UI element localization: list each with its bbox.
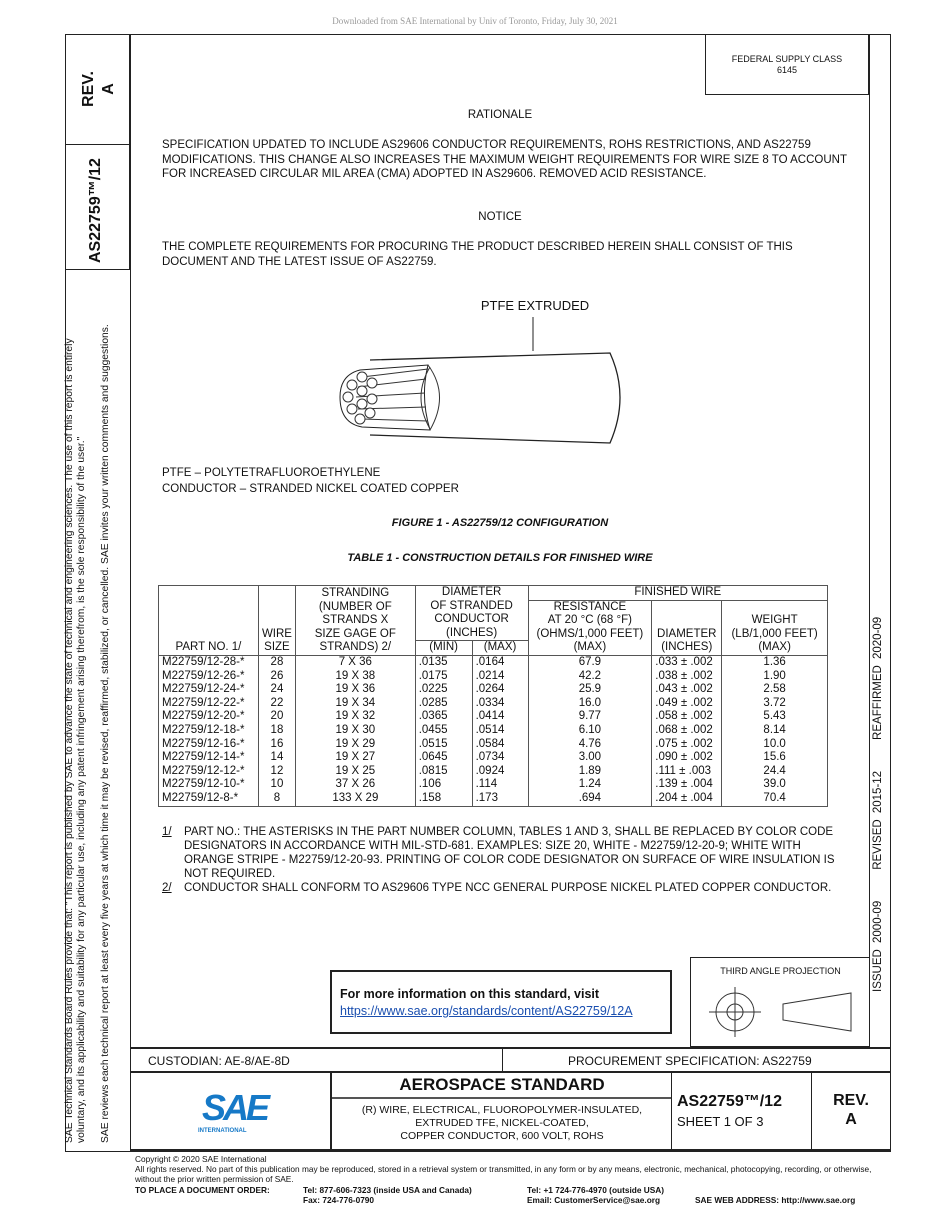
federal-supply-class: [705, 34, 869, 95]
disclaimer-line-3: SAE reviews each technical report at least every five years at which time it may be revised, reaffirmed, stabilized, or cancelled. SAE invites your written comments and suggestions.: [100, 324, 111, 1143]
table-cell: .068 ± .002: [652, 724, 722, 738]
table-row: [159, 765, 828, 779]
col-max: (MAX): [472, 641, 528, 656]
left-divider: [130, 34, 131, 1152]
col-weight: WEIGHT (LB/1,000 FEET) (MAX): [722, 600, 828, 655]
table-cell: 22: [258, 697, 295, 711]
table-cell: 19 X 38: [295, 670, 415, 684]
table-cell: .0455: [415, 724, 472, 738]
table-cell: .038 ± .002: [652, 670, 722, 684]
table-cell: 25.9: [528, 683, 652, 697]
rationale-text: SPECIFICATION UPDATED TO INCLUDE AS29606 CONDUCTOR REQUIREMENTS, ROHS RESTRICTIONS, AND AS22759 MODIFICATIONS. THIS CHANGE ALSO INCREASES THE MAXIMUM WEIGHT REQUIREMENTS FOR WIRE SIZE 8 TO ACCOUNT FOR INCREASED CIRCULAR MIL AREA (CMA) ADOPTED IN AS29606. REMOVED ACID RESISTANCE.: [162, 139, 847, 180]
table-cell: 19 X 34: [295, 697, 415, 711]
table-cell: 8: [258, 792, 295, 806]
table-cell: 24: [258, 683, 295, 697]
table-cell: M22759/12-10-*: [159, 778, 259, 792]
table-cell: 67.9: [528, 655, 652, 669]
table-cell: .0414: [472, 710, 528, 724]
table-cell: 19 X 36: [295, 683, 415, 697]
table-cell: 2.58: [722, 683, 828, 697]
note-1: 1/ PART NO.: THE ASTERISKS IN THE PART NUMBER COLUMN, TABLES 1 AND 3, SHALL BE REPLACED BY COLOR CODE DESIGNATORS IN ACCORDANCE WITH MIL-STD-681. EXAMPLES: SIZE 20, WHITE - M22759/12-20-9; WHITE WITH ORANGE STRIPE - M22759/12-20-93. PRINTING OF COLOR CODE DESIGNATOR ON SURFACE OF WIRE INSULATION IS NOT REQUIRED.: [162, 826, 835, 880]
table-row: [159, 778, 828, 792]
table-cell: .173: [472, 792, 528, 806]
table-row: [159, 697, 828, 711]
table-cell: 42.2: [528, 670, 652, 684]
table-cell: .114: [472, 778, 528, 792]
disclaimer-line-2: voluntary, and its applicability and suitability for any particular use, including any patent infringement arising therefrom, is the sole responsibility of the user.": [76, 436, 87, 1143]
table-row: [159, 655, 828, 669]
table-cell: .0584: [472, 738, 528, 752]
aerospace-standard-heading: AEROSPACE STANDARD: [332, 1075, 672, 1099]
fsc-value: 6145: [776, 65, 798, 75]
table-cell: 16.0: [528, 697, 652, 711]
document-title: (R) WIRE, ELECTRICAL, FLUOROPOLYMER-INSULATED, EXTRUDED TFE, NICKEL-COATED, COPPER CONDUCTOR, 600 VOLT, ROHS: [361, 1104, 643, 1142]
table-cell: 20: [258, 710, 295, 724]
table-cell: .0264: [472, 683, 528, 697]
table-cell: 18: [258, 724, 295, 738]
table-cell: M22759/12-26-*: [159, 670, 259, 684]
table-caption: TABLE 1 - CONSTRUCTION DETAILS FOR FINISHED WIRE: [347, 552, 653, 564]
table-cell: .0285: [415, 697, 472, 711]
table-cell: M22759/12-12-*: [159, 765, 259, 779]
table-cell: .058 ± .002: [652, 710, 722, 724]
disclaimer-text: [64, 324, 112, 1143]
table-cell: .0815: [415, 765, 472, 779]
table-cell: 19 X 32: [295, 710, 415, 724]
table-cell: .111 ± .003: [652, 765, 722, 779]
side-rev-label: REV.: [80, 71, 97, 107]
table-cell: 1.89: [528, 765, 652, 779]
sae-logo: SAE INTERNATIONAL: [130, 1073, 332, 1151]
table-row: [159, 710, 828, 724]
table-cell: .0645: [415, 751, 472, 765]
table-cell: .0515: [415, 738, 472, 752]
side-doc-number: AS22759™/12: [87, 158, 104, 263]
table-cell: 10: [258, 778, 295, 792]
table-cell: 24.4: [722, 765, 828, 779]
table-cell: 19 X 29: [295, 738, 415, 752]
doc-sheet: AS22759™/12 SHEET 1 OF 3: [677, 1093, 782, 1129]
table-cell: .075 ± .002: [652, 738, 722, 752]
col-wire-size: WIRE SIZE: [258, 586, 295, 656]
table-cell: 16: [258, 738, 295, 752]
table-cell: .0135: [415, 655, 472, 669]
table-cell: 70.4: [722, 792, 828, 806]
table-cell: 39.0: [722, 778, 828, 792]
table-cell: 12: [258, 765, 295, 779]
standard-link[interactable]: https://www.sae.org/standards/content/AS22759/12A: [340, 1004, 633, 1018]
table-cell: .049 ± .002: [652, 697, 722, 711]
table-cell: 28: [258, 655, 295, 669]
side-rev-value: A: [100, 83, 117, 95]
table-cell: 1.90: [722, 670, 828, 684]
table-cell: .0514: [472, 724, 528, 738]
right-divider: [869, 34, 870, 1047]
table-cell: .0734: [472, 751, 528, 765]
procurement-spec: PROCUREMENT SPECIFICATION: AS22759: [568, 1054, 812, 1068]
info-box: [330, 970, 672, 1034]
table-cell: .694: [528, 792, 652, 806]
projection-label: THIRD ANGLE PROJECTION: [720, 966, 841, 976]
table-cell: M22759/12-16-*: [159, 738, 259, 752]
revision-dates: ISSUED 2000-09 REVISED 2015-12 REAFFIRMED 2020-09: [872, 616, 884, 992]
wire-illustration: [300, 315, 640, 455]
disclaimer-line-1: SAE Technical Standards Board Rules provide that: "This report is published by SAE to advance the state of technical and engineering sciences. The use of this report is entirely: [64, 338, 75, 1143]
col-min: (MIN): [415, 641, 472, 656]
table-cell: .0924: [472, 765, 528, 779]
table-row: [159, 792, 828, 806]
download-watermark: Downloaded from SAE International by Univ of Toronto, Friday, July 30, 2021: [332, 16, 618, 26]
table-cell: 10.0: [722, 738, 828, 752]
table-cell: 5.43: [722, 710, 828, 724]
table-cell: 9.77: [528, 710, 652, 724]
table-cell: 15.6: [722, 751, 828, 765]
table-cell: .0225: [415, 683, 472, 697]
col-finished-diameter: DIAMETER (INCHES): [652, 600, 722, 655]
table-cell: .204 ± .004: [652, 792, 722, 806]
side-rev: [79, 64, 119, 114]
table-cell: 19 X 25: [295, 765, 415, 779]
construction-table: [158, 585, 828, 807]
table-cell: 7 X 36: [295, 655, 415, 669]
table-cell: .106: [415, 778, 472, 792]
table-row: [159, 683, 828, 697]
table-row: [159, 724, 828, 738]
table-cell: M22759/12-14-*: [159, 751, 259, 765]
col-stranding: STRANDING (NUMBER OF STRANDS X SIZE GAGE OF STRANDS) 2/: [295, 586, 415, 656]
side-doc-box: [65, 145, 130, 270]
figure-callout: PTFE EXTRUDED: [480, 298, 590, 313]
title-rev: REV. A: [833, 1092, 869, 1128]
order-info: TO PLACE A DOCUMENT ORDER: Tel: 877-606-7323 (inside USA and Canada) Fax: 724-776-0790 Tel: +1 724-776-4970 (outside USA) Email: CustomerService@sae.org SAE WEB ADDRESS: http://www.sae.org: [135, 1184, 856, 1205]
custodian-row: [130, 1047, 890, 1073]
table-cell: .158: [415, 792, 472, 806]
table-cell: 1.24: [528, 778, 652, 792]
col-part: PART NO. 1/: [159, 586, 259, 656]
col-finished-wire: FINISHED WIRE: [528, 586, 827, 601]
custodian: CUSTODIAN: AE-8/AE-8D: [148, 1054, 290, 1068]
table-cell: .0334: [472, 697, 528, 711]
table-cell: M22759/12-22-*: [159, 697, 259, 711]
footer: [135, 1154, 885, 1205]
table-row: [159, 670, 828, 684]
table-cell: .0365: [415, 710, 472, 724]
rationale-heading: RATIONALE: [467, 109, 533, 121]
table-cell: M22759/12-28-*: [159, 655, 259, 669]
col-conductor-diameter: DIAMETER OF STRANDED CONDUCTOR (INCHES): [415, 586, 528, 641]
table-cell: 19 X 30: [295, 724, 415, 738]
table-cell: 1.36: [722, 655, 828, 669]
rights-statement: All rights reserved. No part of this publication may be reproduced, stored in a retrieval system or transmitted, in any form or by any means, electronic, mechanical, photocopying, recording, or otherwise, without the prior written permission of SAE.: [135, 1164, 872, 1185]
table-cell: 26: [258, 670, 295, 684]
table-cell: 14: [258, 751, 295, 765]
figure-caption: FIGURE 1 - AS22759/12 CONFIGURATION: [391, 517, 609, 529]
table-cell: 4.76: [528, 738, 652, 752]
table-cell: 3.72: [722, 697, 828, 711]
table-cell: 37 X 26: [295, 778, 415, 792]
fsc-label: FEDERAL SUPPLY CLASS: [731, 54, 843, 64]
table-cell: .033 ± .002: [652, 655, 722, 669]
table-cell: 3.00: [528, 751, 652, 765]
table-cell: .0214: [472, 670, 528, 684]
table-cell: 19 X 27: [295, 751, 415, 765]
figure-legend-conductor: CONDUCTOR – STRANDED NICKEL COATED COPPER: [162, 483, 459, 495]
table-cell: M22759/12-24-*: [159, 683, 259, 697]
col-resistance: RESISTANCE AT 20 °C (68 °F) (OHMS/1,000 FEET) (MAX): [528, 600, 652, 655]
notice-text: THE COMPLETE REQUIREMENTS FOR PROCURING THE PRODUCT DESCRIBED HEREIN SHALL CONSIST OF THIS DOCUMENT AND THE LATEST ISSUE OF AS22759.: [162, 241, 793, 268]
table-cell: .043 ± .002: [652, 683, 722, 697]
table-cell: M22759/12-8-*: [159, 792, 259, 806]
third-angle-projection: [690, 957, 870, 1047]
projection-symbol-icon: [691, 982, 871, 1042]
notes: [162, 825, 852, 895]
note-2: 2/ CONDUCTOR SHALL CONFORM TO AS29606 TYPE NCC GENERAL PURPOSE NICKEL PLATED COPPER CONDUCTOR.: [162, 882, 832, 894]
title-block: [130, 1073, 890, 1151]
table-cell: 6.10: [528, 724, 652, 738]
table-cell: 8.14: [722, 724, 828, 738]
table-row: [159, 751, 828, 765]
table-cell: .090 ± .002: [652, 751, 722, 765]
table-row: [159, 738, 828, 752]
copyright: Copyright © 2020 SAE International: [135, 1154, 267, 1164]
info-text: For more information on this standard, visit: [340, 987, 600, 1001]
figure-legend-ptfe: PTFE – POLYTETRAFLUOROETHYLENE: [162, 467, 381, 479]
notice-heading: NOTICE: [478, 211, 522, 223]
table-cell: .139 ± .004: [652, 778, 722, 792]
side-rev-box: [65, 34, 130, 145]
table-cell: 133 X 29: [295, 792, 415, 806]
table-cell: M22759/12-18-*: [159, 724, 259, 738]
table-cell: M22759/12-20-*: [159, 710, 259, 724]
table-cell: .0175: [415, 670, 472, 684]
table-cell: .0164: [472, 655, 528, 669]
